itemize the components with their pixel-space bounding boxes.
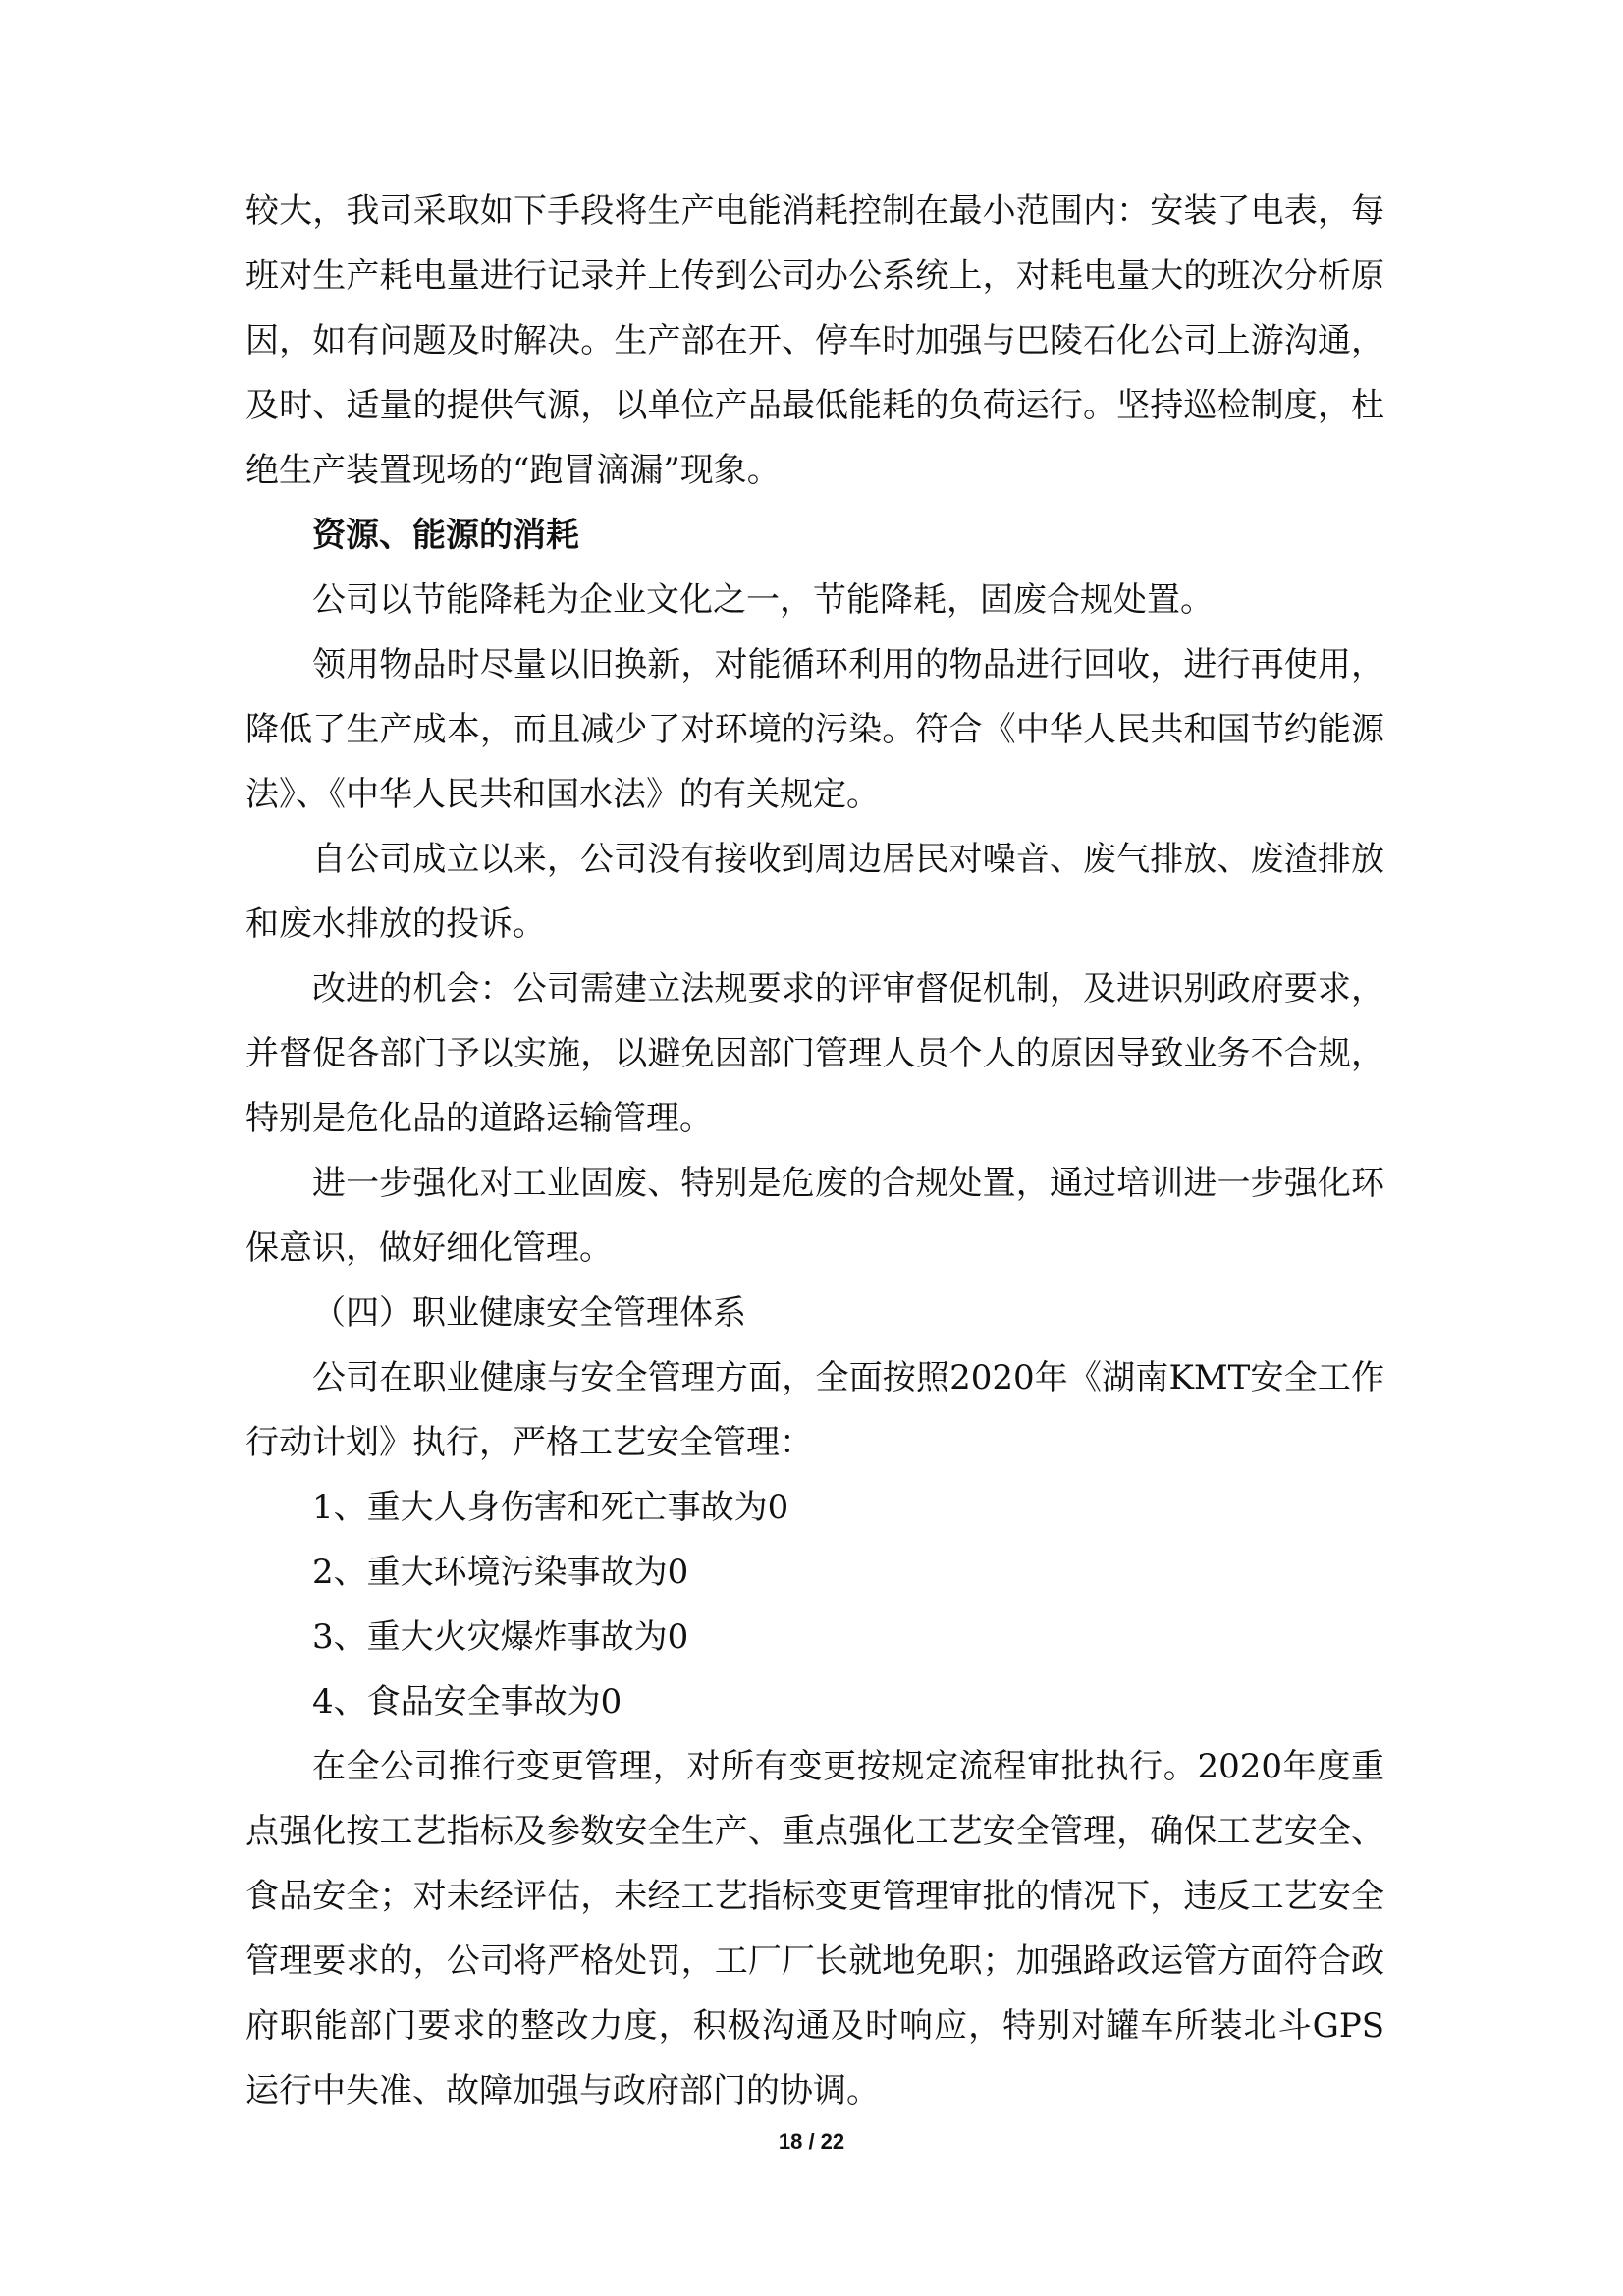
list-item: 1、重大人身伤害和死亡事故为0 (312, 1488, 789, 1527)
paragraph-complaints: 自公司成立以来，公司没有接收到周边居民对噪音、废气排放、废渣排放和废水排放的投诉。 (245, 840, 1384, 944)
document-body (245, 179, 1384, 2123)
list-item: 2、重大环境污染事故为0 (312, 1553, 689, 1592)
paragraph-recycling: 领用物品时尽量以旧换新，对能循环利用的物品进行回收，进行再使用，降低了生产成本，而且减少了对环境的污染。符合《中华人民共和国节约能源法》、《中华人民共和国水法》的有关规定。 (245, 645, 1384, 814)
paragraph-waste-handling: 进一步强化对工业固废、特别是危废的合规处置，通过培训进一步强化环保意识，做好细化管理。 (245, 1164, 1384, 1268)
page-number: 18 / 22 (778, 2129, 845, 2154)
list-item: 4、食品安全事故为0 (312, 1682, 622, 1722)
heading-resource-consumption: 资源、能源的消耗 (312, 516, 579, 555)
paragraph-energy-culture: 公司以节能降耗为企业文化之一，节能降耗，固废合规处置。 (312, 580, 1214, 620)
paragraph-ohs-plan: 公司在职业健康与安全管理方面，全面按照2020年《湖南KMT安全工作行动计划》执行，严格工艺安全管理： (245, 1358, 1384, 1462)
list-item: 3、重大火灾爆炸事故为0 (312, 1617, 689, 1657)
paragraph-energy-control: 较大，我司采取如下手段将生产电能消耗控制在最小范围内：安装了电表，每班对生产耗电量进行记录并上传到公司办公系统上，对耗电量大的班次分析原因，如有问题及时解决。生产部在开、停车时加强与巴陵石化公司上游沟通，及时、适量的提供气源，以单位产品最低能耗的负荷运行。坚持巡检制度，杜绝生产装置现场的“跑冒滴漏”现象。 (245, 191, 1384, 490)
paragraph-improvement: 改进的机会：公司需建立法规要求的评审督促机制，及进识别政府要求，并督促各部门予以实施，以避免因部门管理人员个人的原因导致业务不合规，特别是危化品的道路运输管理。 (245, 969, 1384, 1138)
paragraph-change-management: 在全公司推行变更管理，对所有变更按规定流程审批执行。2020年度重点强化按工艺指标及参数安全生产、重点强化工艺安全管理，确保工艺安全、食品安全；对未经评估，未经工艺指标变更管理审批的情况下，违反工艺安全管理要求的，公司将严格处罚，工厂厂长就地免职；加强路政运管方面符合政府职能部门要求的整改力度，积极沟通及时响应，特别对罐车所装北斗GPS运行中失准、故障加强与政府部门的协调。 (245, 1747, 1384, 2110)
section-heading-ohs: （四）职业健康安全管理体系 (312, 1293, 746, 1333)
